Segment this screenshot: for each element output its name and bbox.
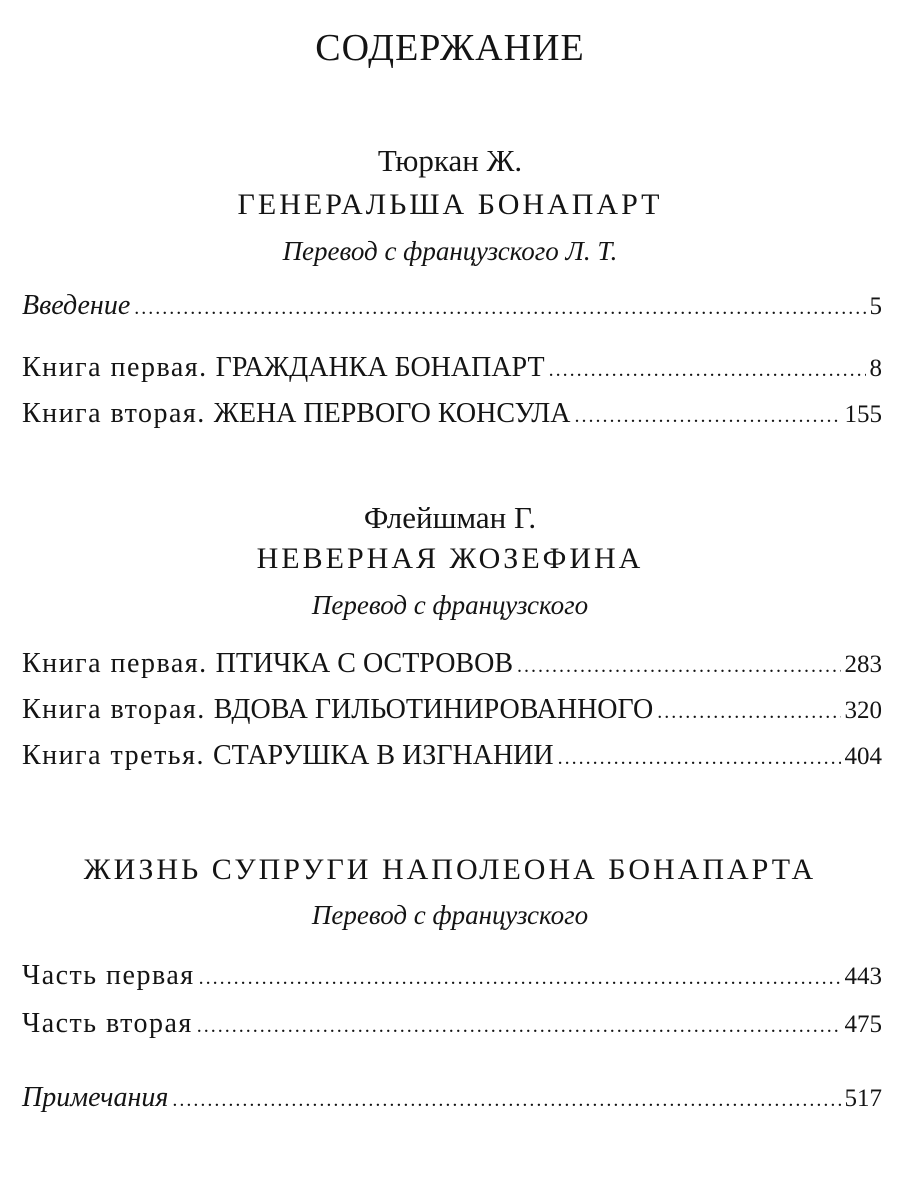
toc-entry-page: 155: [844, 401, 882, 428]
dot-leader: [575, 405, 841, 428]
toc-entry-label: ПТИЧКА С ОСТРОВОВ: [215, 648, 514, 679]
section2-translation-note: Перевод с французского: [311, 590, 589, 620]
toc-entry-book1[interactable]: [22, 648, 882, 680]
section1-work-title: ГЕНЕРАЛЬША БОНАПАРТ: [237, 188, 663, 221]
toc-entry-page: 5: [869, 293, 882, 320]
toc-entry-label: Часть вторая: [22, 1008, 193, 1039]
toc-entry-introduction[interactable]: [22, 290, 882, 322]
section1-translation-note: Перевод с французского Л. Т.: [282, 236, 618, 266]
dot-leader: [549, 359, 866, 382]
toc-entry-page: 443: [844, 963, 882, 990]
toc-entry-label: Примечания: [22, 1082, 169, 1113]
toc-entry-page: 475: [844, 1011, 882, 1038]
toc-entry-part2[interactable]: [22, 1008, 882, 1040]
toc-entry-notes[interactable]: [22, 1082, 882, 1114]
section3-translation-note: Перевод с французского: [311, 900, 589, 930]
dot-leader: [657, 701, 840, 724]
toc-entry-label: ЖЕНА ПЕРВОГО КОНСУЛА: [213, 398, 571, 429]
toc-entry-page: 517: [844, 1085, 882, 1112]
toc-entry-page: 404: [844, 743, 882, 770]
toc-entry-label: Часть первая: [22, 960, 195, 991]
toc-entry-label: СТАРУШКА В ИЗГНАНИИ: [212, 740, 554, 771]
toc-entry-page: 320: [844, 697, 882, 724]
section3-work-title: ЖИЗНЬ СУПРУГИ НАПОЛЕОНА БОНАПАРТА: [83, 853, 817, 886]
page-title: СОДЕРЖАНИЕ: [315, 27, 585, 69]
toc-entry-page: 8: [869, 355, 882, 382]
toc-entry-prefix: Книга третья.: [22, 740, 205, 771]
toc-entry-label: ВДОВА ГИЛЬОТИНИРОВАННОГО: [213, 694, 654, 725]
toc-entry-book2[interactable]: [22, 398, 882, 430]
dot-leader: [517, 655, 840, 678]
toc-entry-book1[interactable]: [22, 352, 882, 384]
section2-work-title: НЕВЕРНАЯ ЖОЗЕФИНА: [256, 542, 644, 575]
dot-leader: [172, 1089, 840, 1112]
toc-entry-label: ГРАЖДАНКА БОНАПАРТ: [215, 352, 545, 383]
toc-entry-book2[interactable]: [22, 694, 882, 726]
toc-entry-prefix: Книга первая.: [22, 648, 208, 679]
dot-leader: [197, 1015, 841, 1038]
dot-leader: [134, 297, 865, 320]
dot-leader: [199, 967, 841, 990]
toc-entry-book3[interactable]: [22, 740, 882, 772]
toc-entry-part1[interactable]: [22, 960, 882, 992]
toc-entry-prefix: Книга вторая.: [22, 398, 206, 429]
toc-entry-page: 283: [844, 651, 882, 678]
toc-entry-prefix: Книга первая.: [22, 352, 208, 383]
toc-entry-label: Введение: [22, 290, 131, 321]
section1-author: Тюркан Ж.: [377, 143, 523, 178]
section2-author: Флейшман Г.: [363, 500, 537, 535]
toc-entry-prefix: Книга вторая.: [22, 694, 206, 725]
dot-leader: [558, 747, 841, 770]
